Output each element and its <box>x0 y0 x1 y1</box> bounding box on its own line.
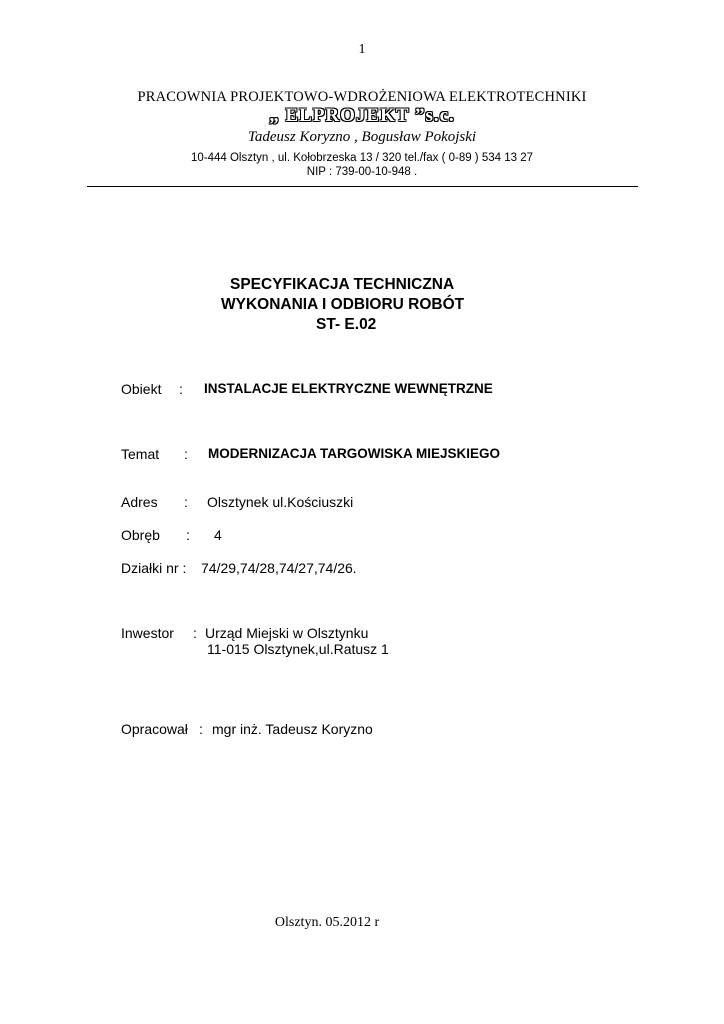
page-number: 1 <box>358 42 366 57</box>
header-divider <box>87 186 638 187</box>
company-partners: Tadeusz Koryzno , Bogusław Pokojski <box>247 129 477 145</box>
opracowal-value: mgr inż. Tadeusz Koryzno <box>212 721 373 737</box>
obreb-label: Obręb <box>121 527 160 543</box>
document-title-line-1: SPECYFIKACJA TECHNICZNA <box>230 276 455 293</box>
company-address: 10-444 Olsztyn , ul. Kołobrzeska 13 / 320 tel./fax ( 0-89 ) 534 13 27 <box>190 152 533 164</box>
inwestor-name: Urząd Miejski w Olsztynku <box>205 625 369 641</box>
office-name: PRACOWNIA PROJEKTOWO-WDROŻENIOWA ELEKTROTECHNIKI <box>137 89 587 105</box>
document-title-line-2: WYKONANIA I ODBIORU ROBÓT <box>221 296 465 313</box>
adres-colon: : <box>184 494 188 510</box>
document-code: ST- E.02 <box>316 316 377 333</box>
temat-value: MODERNIZACJA TARGOWISKA MIEJSKIEGO <box>208 446 501 461</box>
obiekt-label: Obiekt <box>121 381 162 397</box>
inwestor-address: 11-015 Olsztynek,ul.Ratusz 1 <box>207 641 389 657</box>
opracowal-label: Opracował <box>121 721 188 737</box>
company-logo: „ ELPROJEKT ”s.c. <box>269 105 455 126</box>
inwestor-label: Inwestor <box>121 625 174 641</box>
temat-label: Temat <box>121 446 160 462</box>
obreb-value: 4 <box>214 527 222 543</box>
obiekt-value: INSTALACJE ELEKTRYCZNE WEWNĘTRZNE <box>204 381 493 396</box>
opracowal-colon: : <box>199 721 203 737</box>
place-and-date: Olsztyn. 05.2012 r <box>274 915 380 930</box>
company-nip: NIP : 739-00-10-948 . <box>306 166 418 178</box>
adres-value: Olsztynek ul.Kościuszki <box>207 494 354 510</box>
dzialki-label: Działki nr : <box>121 560 187 576</box>
temat-colon: : <box>184 446 188 462</box>
obiekt-colon: : <box>179 381 183 397</box>
dzialki-value: 74/29,74/28,74/27,74/26. <box>201 560 357 576</box>
inwestor-colon: : <box>193 625 197 641</box>
obreb-colon: : <box>186 527 190 543</box>
adres-label: Adres <box>121 494 158 510</box>
